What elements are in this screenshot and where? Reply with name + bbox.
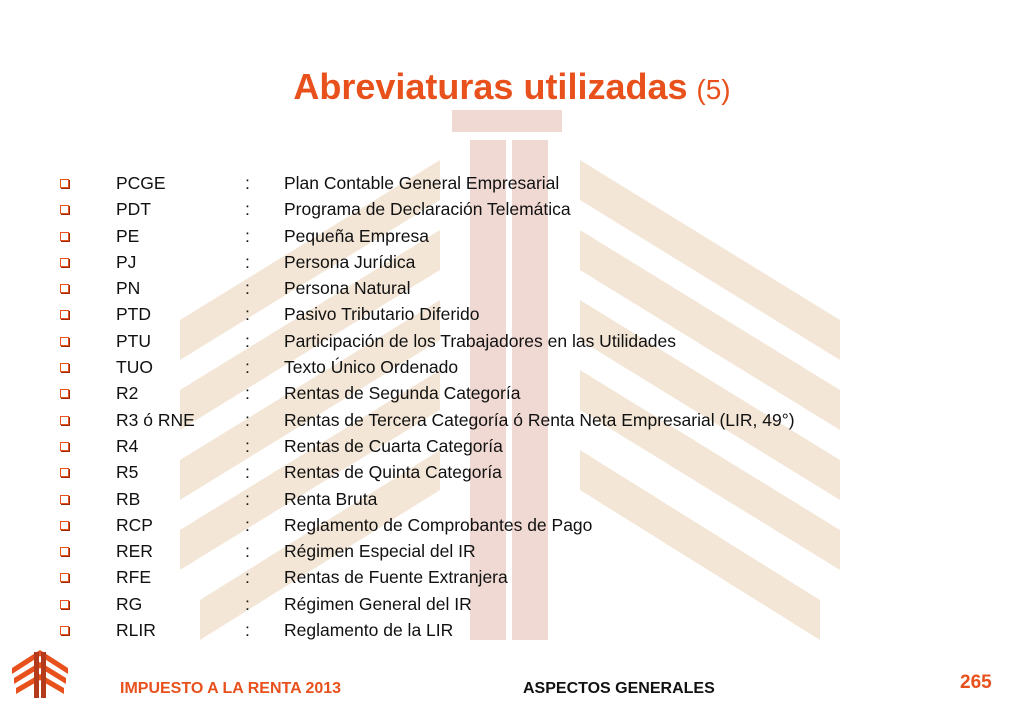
abbreviation: PJ [116, 251, 137, 272]
footer-course-title: IMPUESTO A LA RENTA 2013 [120, 680, 342, 697]
abbreviation: RCP [116, 514, 153, 535]
abbreviation: PCGE [116, 173, 166, 193]
abbreviation-meaning: Programa de Declaración Telemática [284, 199, 571, 220]
abbreviation-meaning: Reglamento de Comprobantes de Pago [284, 514, 593, 535]
abbreviation: PTD [116, 304, 151, 325]
abbreviation-meaning: Participación de los Trabajadores en las Utilidades [284, 330, 677, 351]
separator: : [245, 225, 250, 246]
abbreviation-meaning: Rentas de Quinta Categoría [284, 462, 502, 483]
abbreviation-meaning: Reglamento de la LIR [284, 620, 454, 641]
square-bullet-icon [60, 284, 69, 293]
square-bullet-icon [60, 573, 69, 582]
title-text: Abreviaturas utilizadas [293, 66, 688, 107]
square-bullet-icon [60, 468, 69, 477]
abbreviation-meaning: Rentas de Cuarta Categoría [284, 435, 503, 456]
abbreviation: RB [116, 488, 141, 509]
separator: : [245, 383, 250, 404]
separator: : [245, 330, 250, 351]
separator: : [245, 567, 250, 588]
abbreviation-meaning: Renta Bruta [284, 488, 378, 509]
separator: : [245, 514, 250, 535]
abbreviation-meaning: Texto Único Ordenado [284, 357, 459, 378]
square-bullet-icon [60, 232, 69, 241]
separator: : [245, 173, 250, 193]
page-title [0, 66, 1024, 108]
abbreviation: R2 [116, 383, 139, 404]
separator: : [245, 357, 250, 378]
square-bullet-icon [60, 626, 69, 635]
separator: : [245, 199, 250, 220]
abbreviation: RER [116, 541, 153, 562]
abbreviation: PDT [116, 199, 151, 220]
abbreviation-meaning: Plan Contable General Empresarial [284, 173, 560, 193]
abbreviation-meaning: Persona Jurídica [284, 251, 416, 272]
square-bullet-icon [60, 442, 69, 451]
square-bullet-icon [60, 258, 69, 267]
square-bullet-icon [60, 600, 69, 609]
abbreviation-meaning: Rentas de Tercera Categoría ó Renta Neta Empresarial (LIR, 49°) [284, 409, 795, 430]
abbreviation: R5 [116, 462, 139, 483]
abbreviation-meaning: Pasivo Tributario Diferido [284, 304, 480, 325]
abbreviation-meaning: Rentas de Segunda Categoría [284, 383, 521, 404]
footer-section-title: ASPECTOS GENERALES [523, 680, 715, 697]
abbreviation: TUO [116, 357, 153, 378]
abbreviation: R3 ó RNE [116, 409, 195, 430]
separator: : [245, 462, 250, 483]
abbreviation: R4 [116, 435, 139, 456]
square-bullet-icon [60, 337, 69, 346]
separator: : [245, 435, 250, 456]
abbreviation: PE [116, 225, 140, 246]
abbreviation: RLIR [116, 620, 156, 641]
separator: : [245, 488, 250, 509]
abbreviation-meaning: Rentas de Fuente Extranjera [284, 567, 508, 588]
square-bullet-icon [60, 521, 69, 530]
abbreviation: RG [116, 593, 143, 614]
abbreviation-meaning: Pequeña Empresa [284, 225, 429, 246]
separator: : [245, 593, 250, 614]
separator: : [245, 278, 250, 299]
abbreviation-meaning: Régimen General del IR [284, 593, 472, 614]
square-bullet-icon [60, 389, 69, 398]
square-bullet-icon [60, 205, 69, 214]
square-bullet-icon [60, 179, 69, 188]
separator: : [245, 251, 250, 272]
square-bullet-icon [60, 310, 69, 319]
abbreviation-meaning: Régimen Especial del IR [284, 541, 476, 562]
square-bullet-icon [60, 416, 69, 425]
separator: : [245, 620, 250, 641]
page-number: 265 [960, 672, 992, 693]
abbreviation: PN [116, 278, 141, 299]
square-bullet-icon [60, 495, 69, 504]
square-bullet-icon [60, 547, 69, 556]
abbreviation-meaning: Persona Natural [284, 278, 411, 299]
title-number: (5) [696, 74, 731, 105]
square-bullet-icon [60, 363, 69, 372]
building-logo-icon [12, 646, 68, 698]
separator: : [245, 409, 250, 430]
separator: : [245, 541, 250, 562]
abbreviation: PTU [116, 330, 151, 351]
abbreviation: RFE [116, 567, 151, 588]
separator: : [245, 304, 250, 325]
